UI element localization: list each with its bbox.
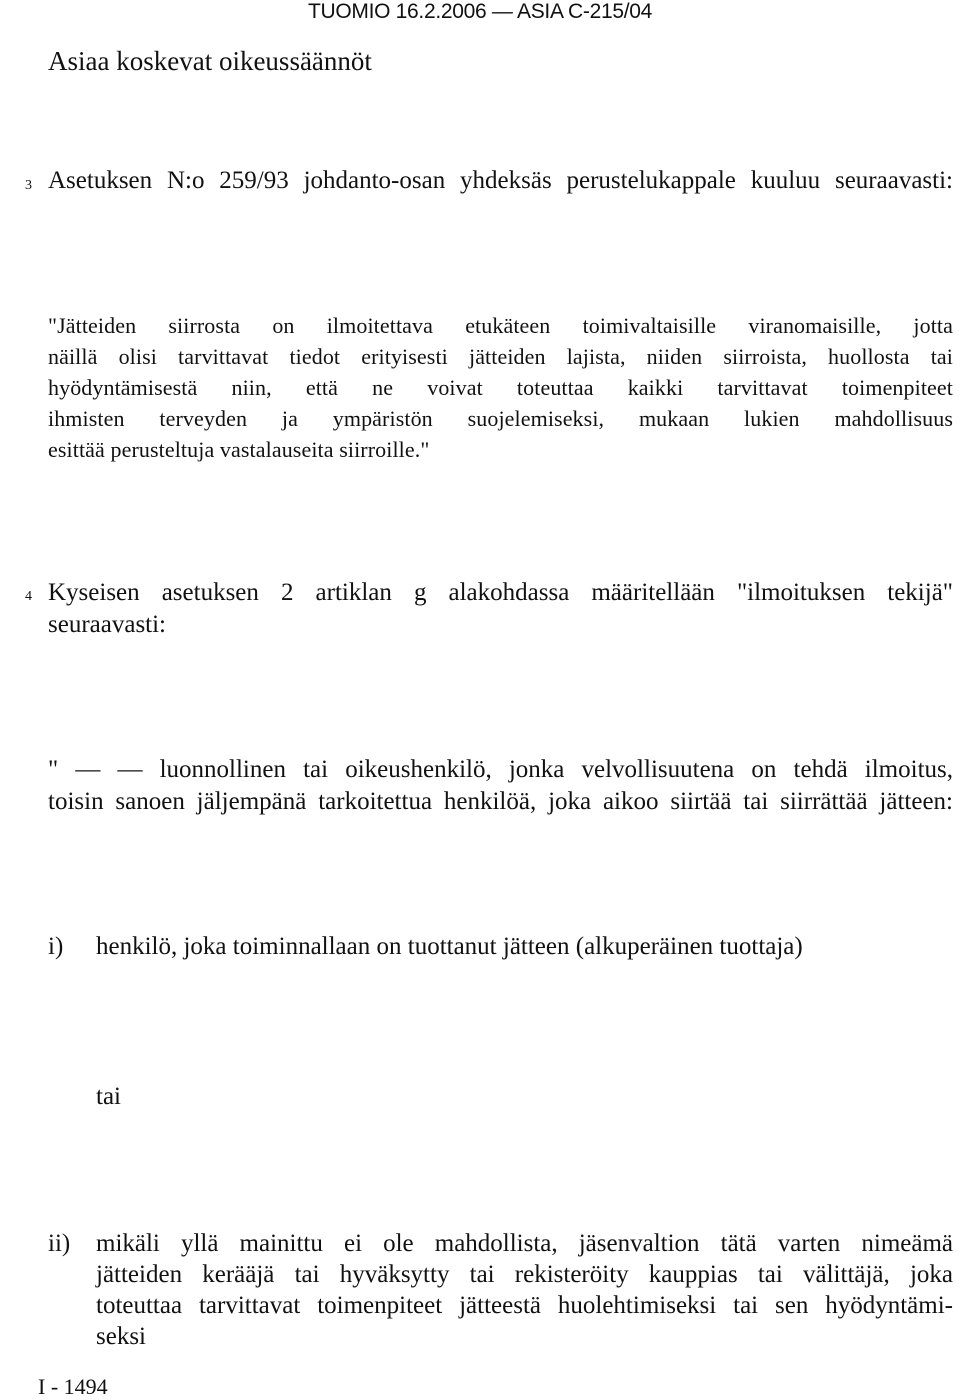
item-ii-line: mikäli yllä mainittu ei ole mahdollista, jäsenvaltion tätä varten nimeämä <box>96 1230 953 1257</box>
paragraph-4-line: Kyseisen asetuksen 2 artiklan g alakohdassa määritellään "ilmoituksen tekijä" <box>48 579 953 606</box>
item-ii-marker: ii) <box>48 1230 71 1257</box>
paragraph-number-4: 4 <box>25 589 32 604</box>
running-header: TUOMIO 16.2.2006 — ASIA C-215/04 <box>307 0 653 23</box>
quote-line: hyödyntämisestä niin, että ne voivat toteuttaa kaikki tarvittavat toimenpiteet <box>48 375 953 400</box>
item-ii-line: jätteiden kerääjä tai hyväksytty tai rekisteröity kauppias tai välittäjä, joka <box>96 1261 953 1288</box>
definition-line: toisin sanoen jäljempänä tarkoitettua henkilöä, joka aikoo siirtää tai siirrättää jätteen: <box>48 788 953 815</box>
paragraph-4-line: seuraavasti: <box>48 611 167 638</box>
quote-line: ihmisten terveyden ja ympäristön suojelemiseksi, mukaan lukien mahdollisuus <box>48 406 953 431</box>
section-heading: Asiaa koskevat oikeussäännöt <box>48 46 372 76</box>
item-ii-line: seksi <box>96 1323 146 1350</box>
paragraph-number-3: 3 <box>25 178 32 193</box>
page-number: I - 1494 <box>38 1374 108 1399</box>
item-i-text: henkilö, joka toiminnallaan on tuottanut jätteen (alkuperäinen tuottaja) <box>96 933 803 960</box>
paragraph-3-text: Asetuksen N:o 259/93 johdanto-osan yhdeksäs perustelukappale kuuluu seuraavasti: <box>48 167 953 194</box>
definition-line: " — — luonnollinen tai oikeushenkilö, jonka velvollisuutena on tehdä ilmoitus, <box>48 756 953 783</box>
quote-line: näillä olisi tarvittavat tiedot erityisesti jätteiden lajista, niiden siirroista, huollosta tai <box>48 344 953 369</box>
quote-line: "Jätteiden siirrosta on ilmoitettava etukäteen toimivaltaisille viranomaisille, jotta <box>48 313 953 338</box>
quote-line: esittää perusteltuja vastalauseita siirroille." <box>48 437 430 462</box>
item-ii-line: toteuttaa tarvittavat toimenpiteet jätteestä huolehtimiseksi tai sen hyödyntämi- <box>96 1292 953 1319</box>
connector-text: tai <box>96 1083 121 1110</box>
item-i-marker: i) <box>48 933 64 960</box>
